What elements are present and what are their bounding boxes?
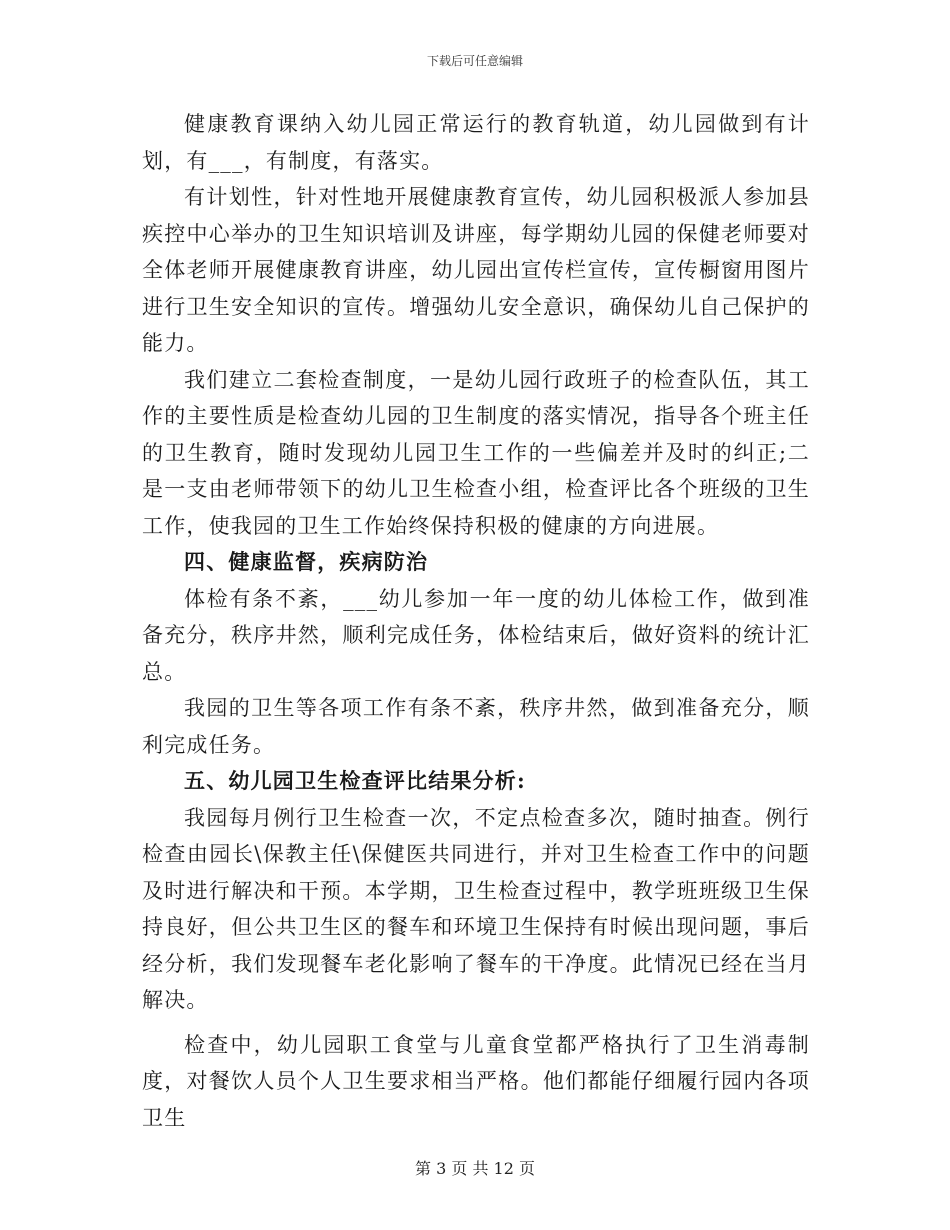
paragraph-inspection-system: 我们建立二套检查制度，一是幼儿园行政班子的检查队伍，其工作的主要性质是检查幼儿园的卫生制度的落实情况，指导各个班主任的卫生教育，随时发现幼儿园卫生工作的一些偏差并及时的纠正;二是一支由老师带领下的幼儿卫生检查小组，检查评比各个班级的卫生工作，使我园的卫生工作始终保持积极的健康的方向进展。 (142, 367, 810, 538)
paragraph-planned-publicity: 有计划性，针对性地开展健康教育宣传，幼儿园积极派人参加县疾控中心举办的卫生知识培训及讲座，每学期幼儿园的保健老师要对全体老师开展健康教育讲座，幼儿园出宣传栏宣传，宣传橱窗用图片进行卫生安全知识的宣传。增强幼儿安全意识，确保幼儿自己保护的能力。 (142, 185, 810, 355)
section-heading-inspection-results: 五、幼儿园卫生检查评比结果分析: (184, 768, 526, 793)
page-header: 下载后可任意编辑 (426, 54, 523, 68)
paragraph-orderly-work: 我园的卫生等各项工作有条不紊，秩序井然，做到准备充分，顺利完成任务。 (142, 696, 810, 757)
paragraph-canteen-inspection: 检查中，幼儿园职工食堂与儿童食堂都严格执行了卫生消毒制度，对餐饮人员个人卫生要求相当严格。他们都能仔细履行园内各项卫生 (142, 1032, 810, 1130)
paragraph-monthly-inspection: 我园每月例行卫生检查一次，不定点检查多次，随时抽查。例行检查由园长\保教主任\保健医共同进行，并对卫生检查工作中的问题及时进行解决和干预。本学期，卫生检查过程中，教学班班级卫生保持良好，但公共卫生区的餐车和环境卫生保持有时候出现问题，事后经分析，我们发现餐车老化影响了餐车的干净度。此情况已经在当月解决。 (142, 805, 810, 1012)
paragraph-physical-exam: 体检有条不紊，___幼儿参加一年一度的幼儿体检工作，做到准备充分，秩序井然，顺利完成任务，体检结束后，做好资料的统计汇总。 (142, 586, 810, 684)
paragraph-health-course: 健康教育课纳入幼儿园正常运行的教育轨道，幼儿园做到有计划，有___，有制度，有落实。 (142, 112, 810, 173)
section-heading-health-supervision: 四、健康监督，疾病防治 (184, 549, 429, 574)
document-body (142, 106, 810, 1136)
page-number-footer: 第 3 页 共 12 页 (415, 1159, 535, 1178)
